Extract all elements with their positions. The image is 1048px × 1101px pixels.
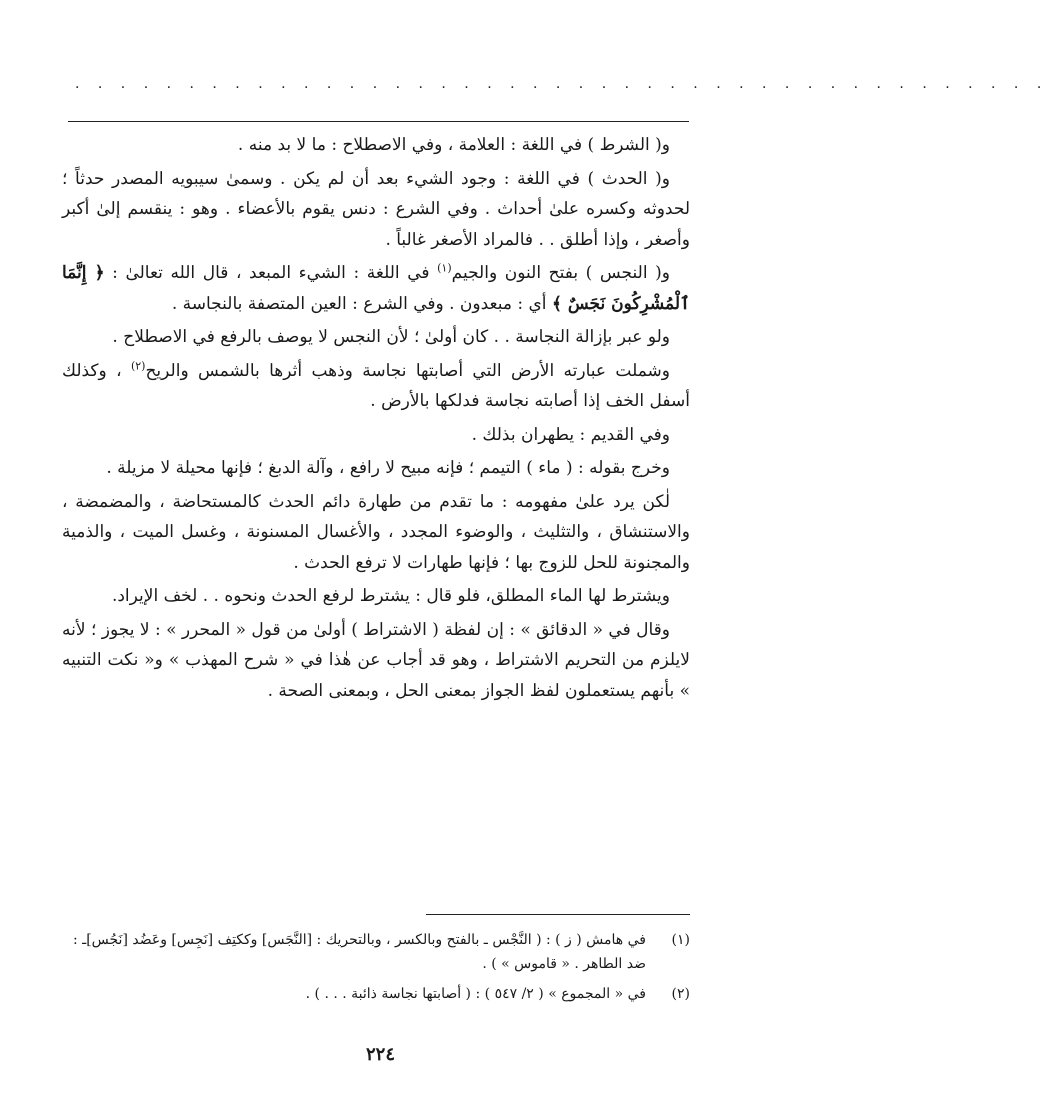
paragraph-qadim: وفي القديم : يطهران بذلك .: [471, 424, 670, 445]
main-text: [62, 130, 690, 709]
paragraph-najas-part-b: في اللغة : الشيء المبعد ، قال الله تعالىٰ :: [104, 263, 438, 283]
header-dot-rule: · · · · · · · · · · · · · · · · · · · · · · · · · · · · · · · · · · · · · · · · · · ·: [75, 80, 1048, 96]
paragraph-najas: [62, 258, 690, 319]
footnote-ref-1: (١): [437, 261, 452, 275]
footnote-1: [62, 928, 690, 976]
paragraph-tayammum: وخرج بقوله : ( ماء ) التيمم ؛ فإنه مبيح لا رافع ، وآلة الدبغ ؛ فإنها محيلة لا مزيلة .: [106, 458, 670, 478]
footnote-number: (١): [671, 932, 690, 948]
footnotes: [62, 928, 690, 1012]
footnote-text: في هامش ( ز ) : ( النَّجْس ـ بالفتح وبالكسر ، وبالتحريك : [النَّجَس] وككتِف [نَجِس] وعَضُد [نَجُس]ـ : ضد الطاهر . « قاموس » ) .: [72, 932, 646, 972]
paragraph-mafhum: لٰكن يرد علىٰ مفهومه : ما تقدم من طهارة دائم الحدث كالمستحاضة ، والمضمضة ، والاستنشاق ، والتثليث ، والوضوء المجدد ، والأغسال المسنونة ، وغسل الميت ، والذمية والمجنونة للحل للزوج بها ؛ فإنها طهارات لا ترفع الحدث .: [62, 491, 690, 573]
paragraph-ard-part-a: وشملت عبارته الأرض التي أصابتها نجاسة وذهب أثرها بالشمس والريح: [145, 360, 670, 381]
paragraph-mutlaq: ويشترط لها الماء المطلق، فلو قال : يشترط لرفع الحدث ونحوه . . لخف الإيراد.: [111, 586, 670, 606]
page-number: ٢٢٤: [365, 1044, 395, 1065]
paragraph-hadath: و( الحدث ) في اللغة : وجود الشيء بعد أن لم يكن . وسمىٰ سيبويه المصدر حدثاً ؛ لحدوثه وكسره علىٰ أحداث . وفي الشرع : دنس يقوم بالأعضاء . وهو : ينقسم إلىٰ أكبر وأصغر ، وإذا أطلق . . فالمراد الأصغر غالباً .: [62, 168, 690, 250]
paragraph-najas-part-c: أي : مبعدون . وفي الشرع : العين المتصفة بالنجاسة .: [171, 293, 552, 314]
quran-verse: ﴿ إِنَّمَا ٱلْمُشْرِكُونَ نَجَسٌ ﴾: [62, 263, 690, 314]
footnote-ref-2: (٢): [130, 358, 146, 372]
footnote-text: في « المجموع » ( ٢/ ٥٤٧ ) : ( أصابتها نجاسة ذائبة . . . ) .: [305, 986, 646, 1002]
paragraph-najas-part-a: و( النجس ) بفتح النون والجيم: [451, 263, 670, 283]
paragraph-ard-part-b: ، وكذلك أسفل الخف إذا أصابته نجاسة فدلكها بالأرض .: [62, 360, 690, 411]
footnote-number: (٢): [671, 986, 690, 1002]
paragraph-ard: [62, 356, 690, 417]
paragraph-daqaiq: وقال في « الدقائق » : إن لفظة ( الاشتراط ) أولىٰ من قول « المحرر » : لا يجوز ؛ لأنه لايلزم من التحريم الاشتراط ، وهو قد أجاب عن هٰذا في « شرح المهذب » و« نكت التنبيه » بأنهم يستعملون لفظ الجواز بمعنى الحل ، وبمعنى الصحة .: [62, 619, 690, 701]
footnote-rule: [426, 914, 690, 915]
paragraph-izala: ولو عبر بإزالة النجاسة . . كان أولىٰ ؛ لأن النجس لا يوصف بالرفع في الاصطلاح .: [112, 327, 670, 347]
paragraph-shart: و( الشرط ) في اللغة : العلامة ، وفي الاصطلاح : ما لا بد منه .: [237, 135, 670, 155]
header-rule: [68, 121, 689, 122]
footnote-2: [62, 982, 690, 1006]
